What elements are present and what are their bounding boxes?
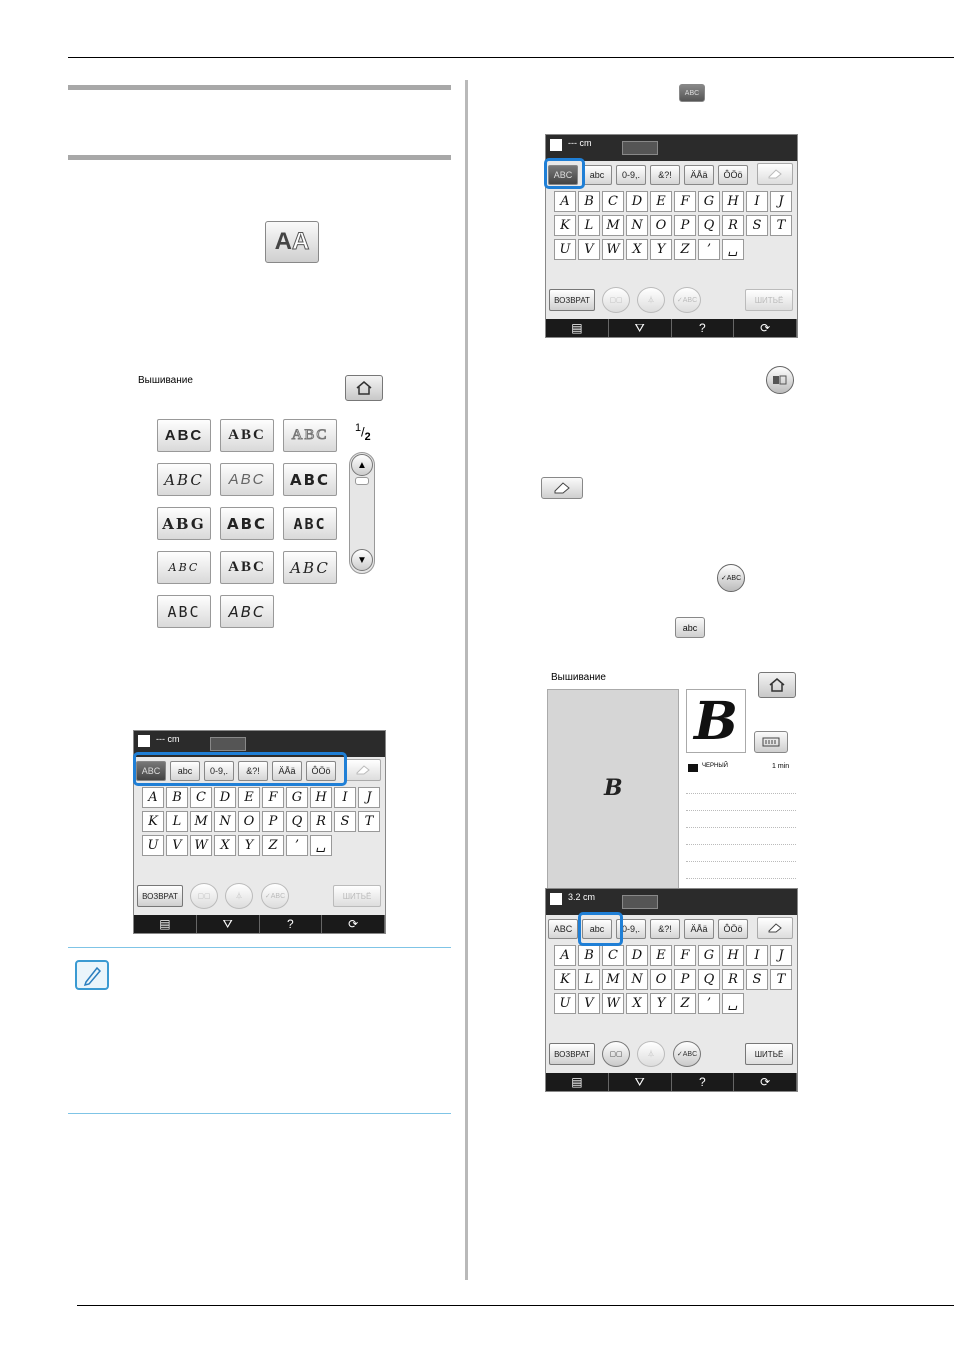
size-icon xyxy=(550,139,562,151)
key-12[interactable]: L xyxy=(578,215,600,236)
tab-2[interactable]: abc xyxy=(582,165,612,185)
key-8[interactable]: H xyxy=(722,191,744,212)
uppercase-tab-icon: ABC xyxy=(679,84,705,102)
check-button[interactable]: ✓ABC xyxy=(261,883,289,909)
letter-keys xyxy=(554,191,794,260)
key-2[interactable]: B xyxy=(166,787,188,808)
key-5[interactable]: E xyxy=(650,191,672,212)
key-9[interactable]: I xyxy=(746,191,768,212)
eraser-icon xyxy=(766,168,784,180)
font-button-3[interactable]: ABC xyxy=(283,419,337,452)
key-20[interactable]: T xyxy=(770,969,792,990)
key-12[interactable]: L xyxy=(578,969,600,990)
key-20[interactable]: T xyxy=(358,811,380,832)
column-divider xyxy=(465,80,468,1280)
uppercase-tab-highlight xyxy=(544,158,585,189)
key-12[interactable]: L xyxy=(166,811,188,832)
key-14[interactable]: N xyxy=(214,811,236,832)
key-3[interactable]: C xyxy=(190,787,212,808)
key-24[interactable]: X xyxy=(214,835,236,856)
action-row xyxy=(546,1039,797,1073)
key-2[interactable]: B xyxy=(578,945,600,966)
thread-icon-button[interactable] xyxy=(754,731,788,753)
size-bar xyxy=(546,135,797,161)
size-readout: 3.2 cm xyxy=(568,892,596,902)
bottom-rule xyxy=(77,1305,954,1306)
eraser-icon xyxy=(354,764,372,776)
key-16[interactable]: P xyxy=(262,811,284,832)
color-list-line xyxy=(686,793,796,794)
sew-button[interactable]: ШИТЬЁ xyxy=(745,1043,793,1065)
key-7[interactable]: G xyxy=(698,191,720,212)
color-list-line xyxy=(686,810,796,811)
font-button-8[interactable]: ABC xyxy=(220,507,274,540)
key-19[interactable]: S xyxy=(334,811,356,832)
key-9[interactable]: I xyxy=(334,787,356,808)
lowercase-tab-highlight xyxy=(578,912,623,946)
key-4[interactable]: D xyxy=(214,787,236,808)
key-15[interactable]: O xyxy=(650,969,672,990)
tab-3[interactable]: 0-9,. xyxy=(204,761,234,781)
font-button-9[interactable]: ABC xyxy=(283,507,337,540)
font-button-6[interactable]: ABC xyxy=(283,463,337,496)
letter-keys xyxy=(554,945,794,1014)
help-icon[interactable]: ? xyxy=(260,915,323,933)
settings-icon[interactable]: ⟳ xyxy=(734,1073,797,1091)
key-22[interactable]: V xyxy=(578,239,600,260)
key-20[interactable]: T xyxy=(770,215,792,236)
key-24[interactable]: X xyxy=(626,239,648,260)
key-5[interactable]: E xyxy=(650,945,672,966)
key-21[interactable]: U xyxy=(554,993,576,1014)
delete-button[interactable] xyxy=(345,759,381,781)
array-icon xyxy=(766,366,794,394)
edit-screen-title: Вышивание xyxy=(551,672,606,683)
key-3[interactable]: C xyxy=(602,191,624,212)
key-19[interactable]: S xyxy=(746,969,768,990)
key-15[interactable]: O xyxy=(238,811,260,832)
key-28[interactable]: ␣ xyxy=(722,993,744,1014)
key-26[interactable]: Z xyxy=(674,993,696,1014)
font-button-7[interactable]: ABG xyxy=(157,507,211,540)
key-27[interactable]: ’ xyxy=(698,239,720,260)
key-17[interactable]: Q xyxy=(698,969,720,990)
bottom-navbar xyxy=(546,319,797,337)
key-22[interactable]: V xyxy=(578,993,600,1014)
key-1[interactable]: A xyxy=(142,787,164,808)
page-icon[interactable]: ▤ xyxy=(134,915,197,933)
delete-icon xyxy=(541,477,583,499)
machine-icon[interactable]: ⛛ xyxy=(609,1073,672,1091)
page-icon[interactable]: ▤ xyxy=(546,319,609,337)
tab-1[interactable]: ABC xyxy=(548,165,578,185)
tab-3[interactable]: 0-9,. xyxy=(616,165,646,185)
scroll-thumb[interactable] xyxy=(355,477,369,485)
key-10[interactable]: J xyxy=(358,787,380,808)
key-10[interactable]: J xyxy=(770,191,792,212)
home-button[interactable] xyxy=(345,375,383,401)
action-row xyxy=(546,285,797,319)
color-list-line xyxy=(686,861,796,862)
top-rule xyxy=(68,57,954,58)
color-list-line xyxy=(686,827,796,828)
mirror-button[interactable]: ⏃ xyxy=(637,1041,665,1067)
settings-icon[interactable]: ⟳ xyxy=(322,915,385,933)
tab-3[interactable]: 0-9,. xyxy=(616,919,646,939)
font-button-4[interactable]: ABC xyxy=(157,463,211,496)
settings-icon[interactable]: ⟳ xyxy=(734,319,797,337)
bottom-navbar xyxy=(546,1073,797,1091)
tab-5[interactable]: ÄÅä xyxy=(684,165,714,185)
letter-keys xyxy=(142,787,382,856)
key-23[interactable]: W xyxy=(602,993,624,1014)
scroll-down-button[interactable]: ▼ xyxy=(351,549,373,571)
tab-4[interactable]: &?! xyxy=(650,919,680,939)
sew-button[interactable]: ШИТЬЁ xyxy=(333,885,381,907)
tab-4[interactable]: &?! xyxy=(650,165,680,185)
key-26[interactable]: Z xyxy=(262,835,284,856)
key-25[interactable]: Y xyxy=(650,239,672,260)
action-row xyxy=(134,881,385,915)
key-8[interactable]: H xyxy=(722,945,744,966)
key-14[interactable]: N xyxy=(626,969,648,990)
page-indicator: $^1/_2$ xyxy=(355,422,371,443)
key-6[interactable]: F xyxy=(674,191,696,212)
tab-1[interactable]: ABC xyxy=(136,761,166,781)
key-16[interactable]: P xyxy=(674,969,696,990)
key-19[interactable]: S xyxy=(746,215,768,236)
key-1[interactable]: A xyxy=(554,945,576,966)
pattern-thumbnail: B xyxy=(686,689,746,753)
key-18[interactable]: R xyxy=(722,969,744,990)
size-icon xyxy=(550,893,562,905)
key-3[interactable]: C xyxy=(602,945,624,966)
color-name: ЧЕРНЫЙ xyxy=(702,763,728,769)
key-11[interactable]: K xyxy=(554,969,576,990)
key-21[interactable]: U xyxy=(554,239,576,260)
key-22[interactable]: V xyxy=(166,835,188,856)
array-button[interactable]: ▢▢ xyxy=(190,883,218,909)
key-13[interactable]: M xyxy=(190,811,212,832)
help-icon[interactable]: ? xyxy=(672,319,735,337)
key-23[interactable]: W xyxy=(190,835,212,856)
preview-letter: B xyxy=(604,775,623,801)
tab-5[interactable]: ÄÅä xyxy=(684,919,714,939)
key-18[interactable]: R xyxy=(722,215,744,236)
tab-5[interactable]: ÄÅä xyxy=(272,761,302,781)
tab-2[interactable]: abc xyxy=(582,919,612,939)
eraser-icon xyxy=(766,922,784,934)
font-button-13[interactable]: ABC xyxy=(157,595,211,628)
color-list-line xyxy=(686,878,796,879)
character-pattern-icon: A A xyxy=(265,221,319,263)
home-button-2[interactable] xyxy=(758,672,796,698)
array-button[interactable]: ▢▢ xyxy=(602,287,630,313)
key-27[interactable]: ’ xyxy=(698,993,720,1014)
check-button[interactable]: ✓ABC xyxy=(673,1041,701,1067)
font-button-12[interactable]: ABC xyxy=(283,551,337,584)
color-list-line xyxy=(686,844,796,845)
key-21[interactable]: U xyxy=(142,835,164,856)
key-28[interactable]: ␣ xyxy=(310,835,332,856)
font-button-5[interactable]: ABC xyxy=(220,463,274,496)
key-6[interactable]: F xyxy=(262,787,284,808)
size-readout: --- cm xyxy=(156,734,180,744)
key-6[interactable]: F xyxy=(674,945,696,966)
color-swatch xyxy=(688,764,698,772)
key-7[interactable]: G xyxy=(286,787,308,808)
key-5[interactable]: E xyxy=(238,787,260,808)
screen-title: Вышивание xyxy=(138,375,193,386)
tab-6[interactable]: ÔÖö xyxy=(718,165,748,185)
heading-band-bottom xyxy=(68,155,451,160)
delete-button[interactable] xyxy=(757,917,793,939)
key-10[interactable]: J xyxy=(770,945,792,966)
key-24[interactable]: X xyxy=(626,993,648,1014)
bottom-navbar xyxy=(134,915,385,933)
font-button-11[interactable]: ABC xyxy=(220,551,274,584)
key-15[interactable]: O xyxy=(650,215,672,236)
tab-1[interactable]: ABC xyxy=(548,919,578,939)
tab-4[interactable]: &?! xyxy=(238,761,268,781)
memo-bottom-line xyxy=(68,1113,451,1114)
font-button-10[interactable]: ABC xyxy=(157,551,211,584)
sew-time: 1 min xyxy=(772,763,790,770)
key-4[interactable]: D xyxy=(626,945,648,966)
key-4[interactable]: D xyxy=(626,191,648,212)
key-14[interactable]: N xyxy=(626,215,648,236)
return-button[interactable]: ВОЗВРАТ xyxy=(137,885,183,907)
key-7[interactable]: G xyxy=(698,945,720,966)
lowercase-tab-icon: abc xyxy=(675,617,705,638)
frame-size-icon xyxy=(210,737,246,751)
key-8[interactable]: H xyxy=(310,787,332,808)
home-icon xyxy=(355,381,373,395)
tabs-highlight xyxy=(133,752,347,786)
heading-band-top xyxy=(68,85,451,90)
key-13[interactable]: M xyxy=(602,969,624,990)
size-icon xyxy=(138,735,150,747)
mirror-button[interactable]: ⏃ xyxy=(637,287,665,313)
check-icon: ✓ABC xyxy=(717,564,745,592)
key-23[interactable]: W xyxy=(602,239,624,260)
key-13[interactable]: M xyxy=(602,215,624,236)
key-26[interactable]: Z xyxy=(674,239,696,260)
frame-size-icon xyxy=(622,141,658,155)
key-9[interactable]: I xyxy=(746,945,768,966)
key-11[interactable]: K xyxy=(142,811,164,832)
tab-6[interactable]: ÔÖö xyxy=(306,761,336,781)
key-28[interactable]: ␣ xyxy=(722,239,744,260)
key-25[interactable]: Y xyxy=(650,993,672,1014)
key-27[interactable]: ’ xyxy=(286,835,308,856)
return-button[interactable]: ВОЗВРАТ xyxy=(549,289,595,311)
help-icon[interactable]: ? xyxy=(672,1073,735,1091)
page-icon[interactable]: ▤ xyxy=(546,1073,609,1091)
key-1[interactable]: A xyxy=(554,191,576,212)
delete-button[interactable] xyxy=(757,163,793,185)
mirror-button[interactable]: ⏃ xyxy=(225,883,253,909)
check-button[interactable]: ✓ABC xyxy=(673,287,701,313)
return-button[interactable]: ВОЗВРАТ xyxy=(549,1043,595,1065)
font-button-1[interactable]: ABC xyxy=(157,419,211,452)
key-17[interactable]: Q xyxy=(698,215,720,236)
memo-top-line xyxy=(68,947,451,948)
size-readout: --- cm xyxy=(568,138,592,148)
tab-2[interactable]: abc xyxy=(170,761,200,781)
memo-icon xyxy=(75,960,109,990)
key-17[interactable]: Q xyxy=(286,811,308,832)
key-2[interactable]: B xyxy=(578,191,600,212)
key-16[interactable]: P xyxy=(674,215,696,236)
frame-size-icon xyxy=(622,895,658,909)
key-11[interactable]: K xyxy=(554,215,576,236)
machine-icon[interactable]: ⛛ xyxy=(609,319,672,337)
array-button[interactable]: ▢▢ xyxy=(602,1041,630,1067)
key-25[interactable]: Y xyxy=(238,835,260,856)
sew-button[interactable]: ШИТЬЁ xyxy=(745,289,793,311)
key-18[interactable]: R xyxy=(310,811,332,832)
font-button-14[interactable]: ABC xyxy=(220,595,274,628)
machine-icon[interactable]: ⛛ xyxy=(197,915,260,933)
home-icon xyxy=(768,678,786,692)
font-button-2[interactable]: ABC xyxy=(220,419,274,452)
scroll-up-button[interactable]: ▲ xyxy=(351,454,373,476)
tab-6[interactable]: ÔÖö xyxy=(718,919,748,939)
